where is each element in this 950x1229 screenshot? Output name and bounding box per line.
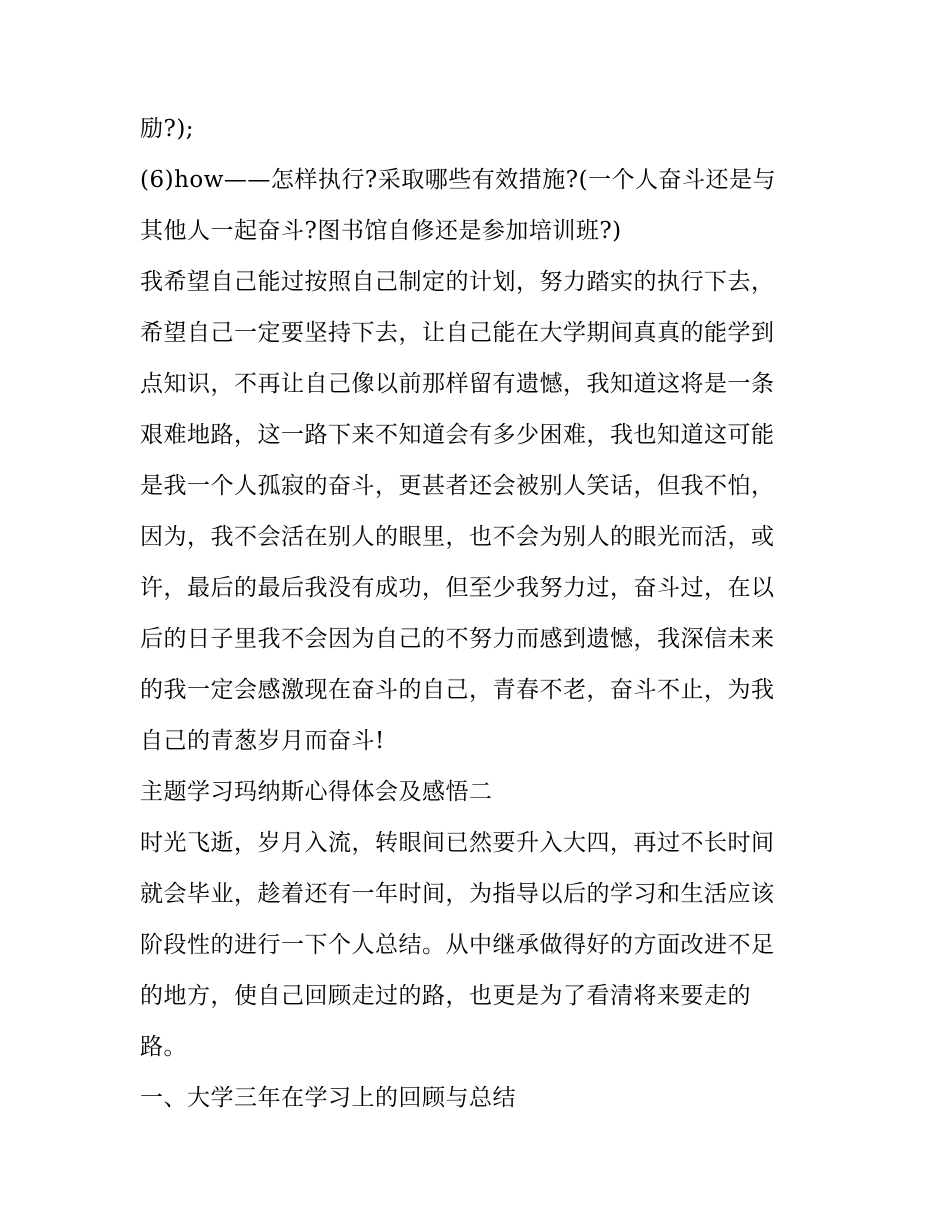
- text-line: 我希望自己能过按照自己制定的计划，努力踏实的执行下去，: [140, 269, 775, 295]
- section-heading: 主题学习玛纳斯心得体会及感悟二: [140, 779, 493, 805]
- text-line: 的地方，使自己回顾走过的路，也更是为了看清将来要走的: [140, 983, 751, 1009]
- section-heading: 一、大学三年在学习上的回顾与总结: [140, 1085, 516, 1111]
- text-line: 点知识，不再让自己像以前那样留有遗憾，我知道这将是一条: [140, 371, 775, 397]
- text-line: 许，最后的最后我没有成功，但至少我努力过，奋斗过，在以: [140, 575, 775, 601]
- text-line: 就会毕业，趁着还有一年时间，为指导以后的学习和生活应该: [140, 881, 775, 907]
- text-line: 时光飞逝，岁月入流，转眼间已然要升入大四，再过不长时间: [140, 830, 775, 856]
- text-line: 自己的青葱岁月而奋斗!: [140, 728, 385, 754]
- text-line: 因为，我不会活在别人的眼里，也不会为别人的眼光而活，或: [140, 524, 775, 550]
- document-body: [140, 104, 815, 1124]
- text-line: 后的日子里我不会因为自己的不努力而感到遗憾，我深信未来: [140, 626, 775, 652]
- text-line: 励?);: [140, 116, 195, 142]
- text-line: 阶段性的进行一下个人总结。从中继承做得好的方面改进不足: [140, 932, 775, 958]
- text-line: (6)how——怎样执行?采取哪些有效措施?(一个人奋斗还是与: [140, 167, 777, 193]
- text-line: 路。: [140, 1034, 187, 1060]
- text-line: 其他人一起奋斗?图书馆自修还是参加培训班?): [140, 218, 622, 244]
- text-line: 艰难地路，这一路下来不知道会有多少困难，我也知道这可能: [140, 422, 775, 448]
- text-line: 是我一个人孤寂的奋斗，更甚者还会被别人笑话，但我不怕，: [140, 473, 775, 499]
- text-line: 希望自己一定要坚持下去，让自己能在大学期间真真的能学到: [140, 320, 775, 346]
- text-line: 的我一定会感激现在奋斗的自己，青春不老，奋斗不止，为我: [140, 677, 775, 703]
